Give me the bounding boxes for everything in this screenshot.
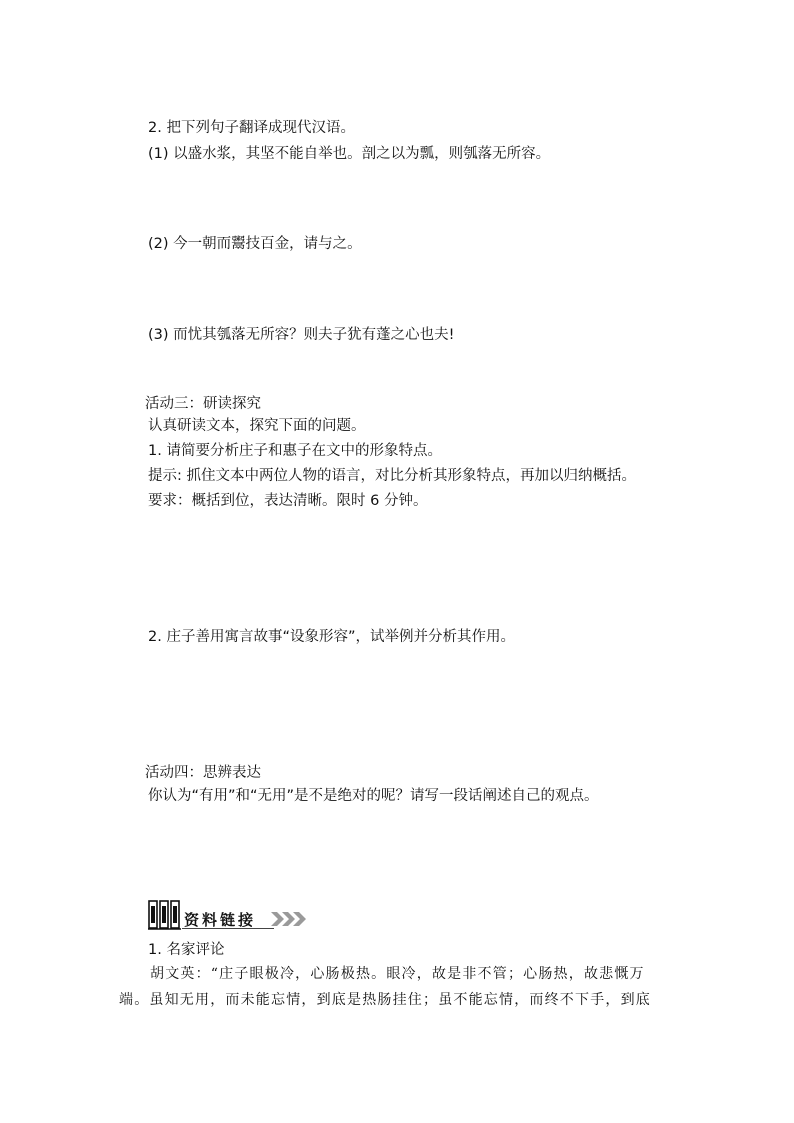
books-icon <box>148 898 182 930</box>
activity-3-hint: 提示: 抓住文本中两位人物的语言，对比分析其形象特点，再加以归纳概括。 <box>148 468 636 484</box>
resource-link-banner <box>148 898 308 932</box>
activity-4-prompt: 你认为“有用”和“无用”是不是绝对的呢？请写一段话阐述自己的观点。 <box>148 788 599 804</box>
activity-3-requirement: 要求：概括到位，表达清晰。限时 6 分钟。 <box>148 493 428 509</box>
activity-3-question-2: 2. 庄子善用寓言故事“设象形容”，试举例并分析其作用。 <box>148 629 515 645</box>
banner-underline <box>182 928 274 929</box>
activity-3-title: 活动三：研读探究 <box>145 396 261 412</box>
translation-item-3: (3) 而忧其瓠落无所容？则夫子犹有蓬之心也夫! <box>148 327 455 343</box>
section-2-heading: 2. 把下列句子翻译成现代汉语。 <box>148 120 355 136</box>
double-chevron-icon <box>271 910 309 928</box>
translation-item-1: (1) 以盛水浆，其坚不能自举也。剖之以为瓢，则瓠落无所容。 <box>148 146 551 162</box>
activity-4-title: 活动四：思辨表达 <box>145 765 261 781</box>
translation-item-2: (2) 今一朝而鬻技百金，请与之。 <box>148 236 362 252</box>
quote-line-1: 胡文英：“庄子眼极冷，心肠极热。眼冷，故是非不管；心肠热，故悲慨万 <box>150 966 645 982</box>
resource-link-label: 资料链接 <box>184 911 257 929</box>
activity-3-intro: 认真研读文本，探究下面的问题。 <box>148 418 366 434</box>
quote-line-2: 端。虽知无用，而未能忘情，到底是热肠挂住；虽不能忘情，而终不下手，到底 <box>119 992 651 1008</box>
activity-3-question-1: 1. 请简要分析庄子和惠子在文中的形象特点。 <box>148 443 442 459</box>
resources-subheading: 1. 名家评论 <box>148 942 225 958</box>
